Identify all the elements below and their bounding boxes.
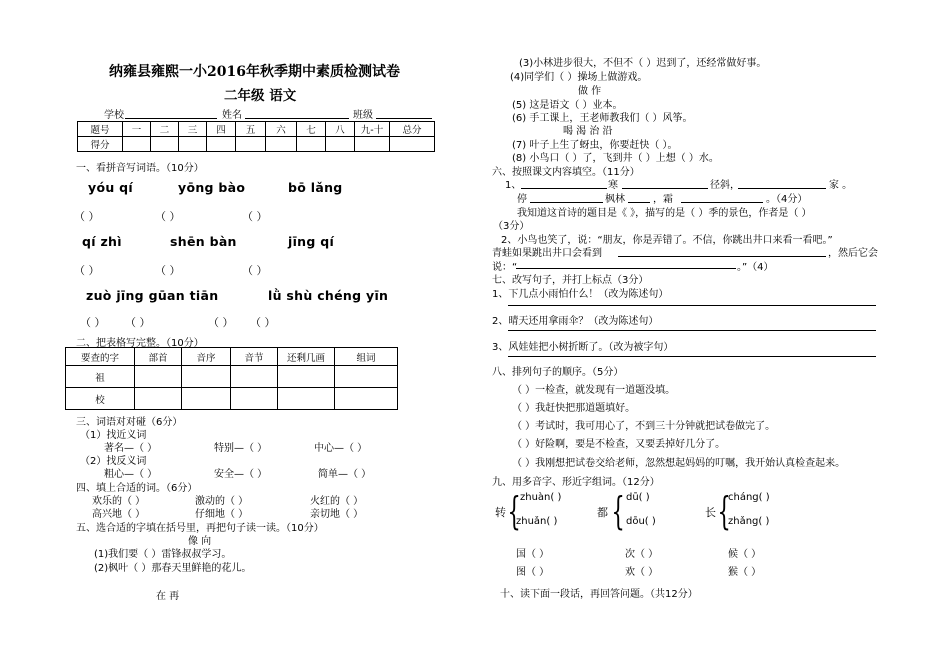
score-cell[interactable] bbox=[266, 137, 297, 152]
char-choices: 像 向 bbox=[188, 536, 212, 547]
score-cell[interactable] bbox=[355, 137, 390, 152]
score-header-cell: 二 bbox=[151, 122, 179, 137]
score-header-cell: 四 bbox=[207, 122, 236, 137]
order-item[interactable]: （ ）好险啊，要是不检查，又要丢掉好几分了。 bbox=[512, 439, 726, 450]
answer-blank[interactable]: （ ） bbox=[74, 264, 100, 277]
poem-text: 家 。 bbox=[829, 180, 853, 191]
school-label: 学校 bbox=[104, 110, 124, 121]
answer-blank[interactable]: （ ） bbox=[155, 210, 181, 223]
char-lookup-table bbox=[65, 347, 398, 410]
story-question: 说：“ bbox=[492, 262, 518, 273]
fill-word-item[interactable]: 欢乐的（ ） bbox=[92, 496, 146, 507]
pinyin-item: yóu qí bbox=[88, 180, 134, 195]
rewrite-item: 2、晴天还用拿雨伞？（改为陈述句） bbox=[492, 316, 659, 327]
answer-blank[interactable]: （ ） bbox=[250, 316, 276, 329]
antonym-item[interactable]: 粗心—（ ） bbox=[104, 469, 158, 480]
answer-blank[interactable]: （ ） bbox=[80, 316, 106, 329]
char-table-cell[interactable] bbox=[135, 366, 182, 388]
char-choices: 在 再 bbox=[156, 591, 180, 602]
score-cell[interactable] bbox=[179, 137, 207, 152]
similar-char-item[interactable]: 猴（ ） bbox=[728, 567, 762, 578]
rewrite-item: 1、下几点小雨怕什么！（改为陈述句） bbox=[492, 289, 669, 300]
name-label: 姓名 bbox=[222, 110, 242, 121]
exam-title: 纳雍县雍熙一小2016年秋季期中素质检测试卷 bbox=[109, 64, 400, 80]
fill-sentence[interactable]: (2)枫叶（ ）那春天里鲜艳的花儿。 bbox=[94, 563, 252, 574]
order-item[interactable]: （ ）我刚想把试卷交给老师，忽然想起妈妈的叮嘱，我开始认真检查起来。 bbox=[512, 458, 846, 469]
q9-heading: 九、用多音字、形近字组词。（12分） bbox=[492, 477, 660, 488]
q10-heading: 十、读下面一段话，再回答问题。（共12分） bbox=[500, 589, 698, 600]
brace-icon: { bbox=[611, 489, 625, 533]
q5-heading: 五、选合适的字填在括号里，再把句子读一读。（10分） bbox=[76, 523, 324, 534]
similar-char-item[interactable]: 图（ ） bbox=[516, 567, 550, 578]
order-item[interactable]: （ ）我赶快把那道题填好。 bbox=[512, 403, 636, 414]
char-choices: 做 作 bbox=[578, 86, 602, 97]
answer-blank[interactable]: （ ） bbox=[155, 264, 181, 277]
polyphone-char: 转 bbox=[495, 506, 506, 519]
answer-blank[interactable]: （ ） bbox=[125, 316, 151, 329]
q2-heading: 二、把表格写完整。（10分） bbox=[76, 338, 204, 349]
pinyin-item: zuò jīng gūan tiān bbox=[86, 288, 219, 303]
char-table-row-label: 祖 bbox=[66, 366, 135, 388]
score-cell[interactable] bbox=[207, 137, 236, 152]
score-header-cell: 一 bbox=[123, 122, 151, 137]
pinyin-item: yōng bào bbox=[178, 180, 246, 195]
q3-sub2: （2）找反义词 bbox=[80, 456, 147, 467]
fill-word-item[interactable]: 火红的（ ） bbox=[310, 496, 364, 507]
char-table-cell[interactable] bbox=[335, 388, 398, 410]
polyphone-item[interactable]: cháng( ) bbox=[728, 492, 770, 503]
char-table-header: 部首 bbox=[135, 348, 182, 366]
similar-char-item[interactable]: 欢（ ） bbox=[625, 567, 659, 578]
score-cell[interactable] bbox=[236, 137, 266, 152]
fill-sentence[interactable]: (3)小林进步很大，不但不（ ）迟到了，还经常做好事。 bbox=[519, 58, 767, 69]
synonym-item[interactable]: 中心—（ ） bbox=[314, 443, 368, 454]
score-cell[interactable] bbox=[151, 137, 179, 152]
fill-sentence[interactable]: (4)同学们（ ）操场上做游戏。 bbox=[510, 72, 648, 83]
pinyin-item: jīng qí bbox=[288, 234, 335, 249]
order-item[interactable]: （ ）一检查，就发现有一道题没填。 bbox=[512, 385, 676, 396]
antonym-item[interactable]: 简单—（ ） bbox=[318, 469, 372, 480]
polyphone-item[interactable]: zhuǎn( ) bbox=[516, 516, 558, 527]
polyphone-item[interactable]: zhǎng( ) bbox=[728, 516, 770, 527]
class-label: 班级 bbox=[353, 110, 373, 121]
synonym-item[interactable]: 特别—（ ） bbox=[214, 443, 268, 454]
story-question: ，然后它会 bbox=[828, 248, 878, 259]
score-header-cell: 总分 bbox=[390, 122, 435, 137]
pinyin-item: qí zhì bbox=[82, 234, 122, 249]
polyphone-char: 长 bbox=[705, 506, 716, 519]
answer-blank[interactable]: （ ） bbox=[208, 316, 234, 329]
char-table-header: 还剩几画 bbox=[278, 348, 335, 366]
fill-sentence[interactable]: (1)我们要（ ）雷锋叔叔学习。 bbox=[94, 549, 232, 560]
answer-blank[interactable]: （ ） bbox=[74, 210, 100, 223]
answer-blank[interactable]: （ ） bbox=[242, 210, 268, 223]
pinyin-item: lǜ shù chéng yīn bbox=[268, 288, 389, 303]
fill-word-item[interactable]: 激动的（ ） bbox=[195, 496, 249, 507]
score-header-cell: 六 bbox=[266, 122, 297, 137]
antonym-item[interactable]: 安全—（ ） bbox=[214, 469, 268, 480]
score-header-cell: 题号 bbox=[78, 122, 123, 137]
brace-icon: { bbox=[507, 489, 521, 533]
story-question: 青蛙如果跳出井口会看到 bbox=[492, 248, 602, 259]
char-table-cell[interactable] bbox=[278, 366, 335, 388]
char-table-cell[interactable] bbox=[135, 388, 182, 410]
q3-sub1: （1）找近义词 bbox=[80, 430, 147, 441]
pinyin-item: bō lǎng bbox=[288, 180, 343, 195]
poem-text: 停 bbox=[517, 194, 527, 205]
score-row-label: 得分 bbox=[78, 137, 123, 152]
pinyin-item: shēn bàn bbox=[170, 234, 237, 249]
char-table-cell[interactable] bbox=[231, 388, 278, 410]
score-cell[interactable] bbox=[390, 137, 435, 152]
polyphone-item[interactable]: dōu( ) bbox=[626, 516, 656, 527]
char-table-cell[interactable] bbox=[335, 366, 398, 388]
polyphone-item[interactable]: zhuàn( ) bbox=[520, 492, 562, 503]
char-table-cell[interactable] bbox=[182, 388, 231, 410]
story-question: 。”（4） bbox=[737, 262, 774, 273]
fill-word-item[interactable]: 高兴地（ ） bbox=[92, 509, 146, 520]
char-table-header: 音序 bbox=[182, 348, 231, 366]
score-header-cell: 八 bbox=[326, 122, 355, 137]
char-table-cell[interactable] bbox=[231, 366, 278, 388]
order-item[interactable]: （ ）考试时，我可用心了，不到三十分钟就把试卷做完了。 bbox=[512, 421, 776, 432]
q7-heading: 七、改写句子，并打上标点（3分） bbox=[492, 275, 649, 286]
q1-heading: 一、看拼音写词语。（10分） bbox=[76, 163, 204, 174]
poem-text: 枫林 bbox=[605, 194, 625, 205]
score-header-cell: 五 bbox=[236, 122, 266, 137]
score-header-cell: 三 bbox=[179, 122, 207, 137]
synonym-item[interactable]: 著名—（ ） bbox=[104, 443, 158, 454]
poem-text: 。（4分） bbox=[766, 194, 808, 205]
fill-word-item[interactable]: 仔细地（ ） bbox=[195, 509, 249, 520]
polyphone-char: 都 bbox=[597, 506, 608, 519]
poem-line: 1、 bbox=[505, 180, 522, 191]
char-table-cell[interactable] bbox=[278, 388, 335, 410]
similar-char-item[interactable]: 国（ ） bbox=[516, 549, 550, 560]
poem-question-score: （3分） bbox=[493, 221, 530, 232]
score-cell[interactable] bbox=[297, 137, 326, 152]
q6-heading: 六、按照课文内容填空。（11分） bbox=[492, 167, 640, 178]
poem-text: 寒 bbox=[608, 180, 618, 191]
char-table-header: 要查的字 bbox=[66, 348, 135, 366]
fill-sentence[interactable]: (8) 小鸟口（ ）了，飞到井（ ）上想（ ）水。 bbox=[512, 153, 719, 164]
char-table-header: 组词 bbox=[335, 348, 398, 366]
score-header-cell: 九-十 bbox=[355, 122, 390, 137]
char-table-header: 音节 bbox=[231, 348, 278, 366]
char-table-cell[interactable] bbox=[182, 366, 231, 388]
story-quote: 2、小鸟也笑了，说：“朋友，你是弄错了。不信，你跳出井口来看一看吧。” bbox=[501, 235, 833, 246]
fill-sentence[interactable]: (7) 叶子上生了蚜虫，你要赶快（ ）。 bbox=[512, 140, 678, 151]
brace-icon: { bbox=[717, 489, 731, 533]
similar-char-item[interactable]: 候（ ） bbox=[728, 549, 762, 560]
q3-heading: 三、词语对对碰（6分） bbox=[76, 417, 183, 428]
exam-subtitle: 二年级 语文 bbox=[224, 88, 297, 104]
poem-text: 径斜， bbox=[710, 180, 740, 191]
score-header-cell: 七 bbox=[297, 122, 326, 137]
q8-heading: 八、排列句子的顺序。（5分） bbox=[492, 367, 624, 378]
polyphone-item[interactable]: dū( ) bbox=[626, 492, 650, 503]
char-choices: 喝 渴 治 沿 bbox=[563, 126, 613, 137]
fill-sentence[interactable]: (5) 这是语文（ ）业本。 bbox=[512, 100, 623, 111]
poem-question[interactable]: 我知道这首诗的题目是《 》，描写的是（ ）季的景色，作者是（ ） bbox=[517, 208, 812, 219]
score-cell[interactable] bbox=[123, 137, 151, 152]
poem-text: ，霜 bbox=[653, 194, 673, 205]
char-table-row-label: 校 bbox=[66, 388, 135, 410]
answer-blank[interactable]: （ ） bbox=[242, 264, 268, 277]
fill-sentence[interactable]: (6) 手工课上，王老师教我们（ ）风筝。 bbox=[512, 113, 693, 124]
similar-char-item[interactable]: 次（ ） bbox=[625, 549, 659, 560]
score-table bbox=[77, 121, 435, 152]
score-cell[interactable] bbox=[326, 137, 355, 152]
rewrite-item: 3、风娃娃把小树折断了。（改为被字句） bbox=[492, 342, 674, 353]
fill-word-item[interactable]: 亲切地（ ） bbox=[310, 509, 364, 520]
q4-heading: 四、填上合适的词。（6分） bbox=[76, 483, 198, 494]
